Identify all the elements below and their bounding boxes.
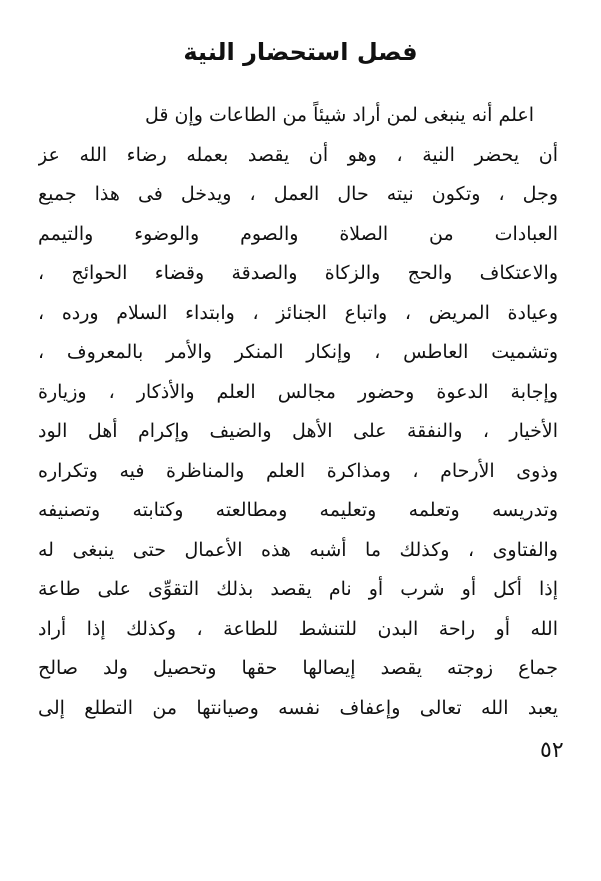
text-line: وإجابة الدعوة وحضور مجالس العلم والأذكار ، وزيارة (38, 380, 558, 403)
text-line: والاعتكاف والحج والزكاة والصدقة وقضاء الحوائج ، (38, 262, 558, 284)
page-number: ٥٢ (540, 738, 564, 763)
text-line: جماع زوجته يقصد إيصالها حقها وتحصيل ولد صالح (38, 657, 558, 679)
text-line: وتشميت العاطس ، وإنكار المنكر والأمر بالمعروف ، (38, 341, 558, 363)
text-line: اعلم أنه ينبغى لمن أراد شيئاً من الطاعات وإن قل (145, 104, 534, 126)
text-line: وتدريسه وتعلمه وتعليمه ومطالعته وكتابته وتصنيفه (38, 499, 558, 521)
text-line: الأخيار ، والنفقة على الأهل والضيف وإكرام أهل الود (38, 420, 558, 442)
text-line: وعيادة المريض ، واتباع الجنائز ، وابتداء السلام ورده ، (38, 301, 558, 324)
text-line: والفتاوى ، وكذلك ما أشبه هذه الأعمال حتى ينبغى له (38, 538, 558, 561)
text-line: أن يحضر النية ، وهو أن يقصد بعمله رضاء الله عز (38, 143, 558, 166)
text-line: إذا أكل أو شرب أو نام يقصد بذلك التقوِّى على طاعة (38, 578, 558, 600)
chapter-title: فصل استحضار النية (183, 38, 418, 66)
body-text (38, 96, 558, 728)
text-line: العبادات من الصلاة والصوم والوضوء والتيمم (38, 222, 558, 245)
text-line: وذوى الأرحام ، ومذاكرة العلم والمناظرة فيه وتكراره (38, 459, 558, 482)
text-line: الله أو راحة البدن للتنشط للطاعة ، وكذلك إذا أراد (38, 617, 558, 640)
text-line: يعبد الله تعالى وإعفاف نفسه وصيانتها من التطلع إلى (38, 696, 558, 719)
text-line: وجل ، وتكون نيته حال العمل ، ويدخل فى هذا جميع (38, 183, 558, 205)
